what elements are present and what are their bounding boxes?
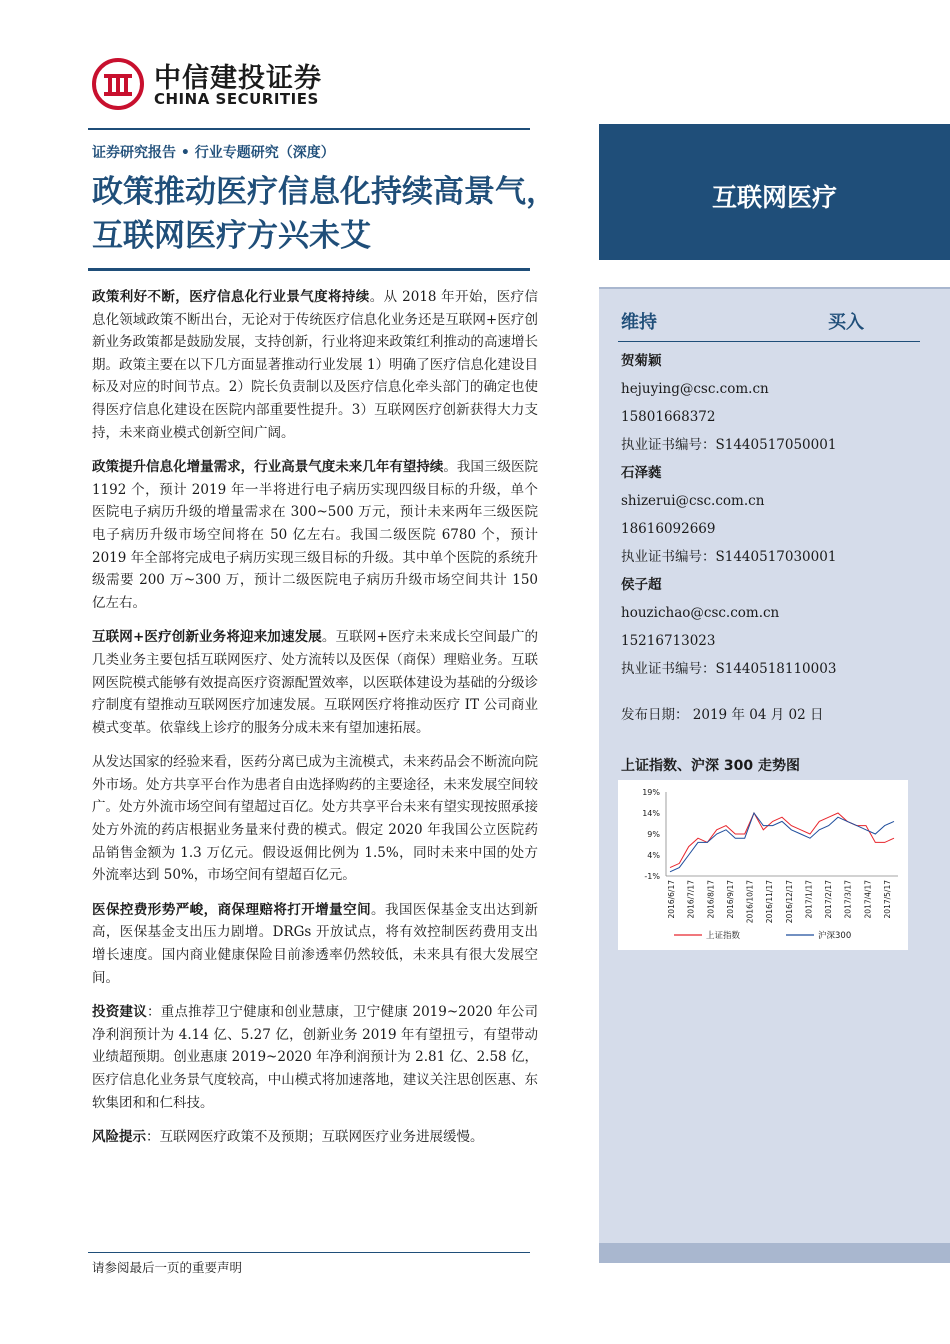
brand-name-cn: 中信建投证券 [154, 63, 322, 94]
paragraph-lead: 风险提示 [92, 1129, 146, 1146]
rating-divider [618, 341, 920, 342]
title-divider [88, 268, 530, 271]
paragraph-lead: 政策提升信息化增量需求，行业高景气度未来几年有望持续 [92, 459, 444, 476]
paragraph [92, 1001, 538, 1114]
chart-legend-label: 沪深300 [818, 931, 852, 941]
sector-banner [599, 124, 950, 260]
chart-x-tick-label: 2016/10/17 [745, 880, 755, 924]
paragraph-lead: 互联网+医疗创新业务将迎来加速发展 [92, 629, 322, 646]
index-chart [618, 780, 908, 950]
paragraph-lead: 政策利好不断，医疗信息化行业景气度将持续 [92, 289, 370, 305]
analyst-email[interactable]: houzichao@csc.com.cn [621, 605, 780, 621]
analyst-name: 贺菊颖 [621, 353, 662, 369]
chart-x-tick-label: 2016/6/17 [667, 880, 676, 919]
analyst-list [621, 350, 921, 686]
paragraph [92, 286, 538, 444]
analyst-card [621, 350, 921, 462]
analyst-cert: 执业证书编号：S1440517030001 [621, 549, 837, 565]
paragraph-text: ：互联网医疗政策不及预期；互联网医疗业务进展缓慢。 [146, 1129, 484, 1146]
paragraph-text: 。我国三级医院 1192 个，预计 2019 年一半将进行电子病历实现四级目标的升级，单个医院电子病历升级的增量需求在 300~500 万元，预计未来两年三级医院电子病历升级市场空间将在 50 亿左右。我国二级医院 6780 个，预计 2019 年全部将完成电子病历实现三级目标的升级。其中单个医院的系统升级需要 200 万~300 万，预计二级医院电子病历升级市场空间共计 150 亿左右。 [92, 459, 538, 611]
paragraph-text: 。从 2018 年开始，医疗信息化领域政策不断出台，无论对于传统医疗信息化业务还是互联网+医疗创新业务政策都是鼓励发展，支持创新，行业将迎来政策红利推动的高速增长期。政策主要在以下几方面显著推动行业发展 1）明确了医疗信息化建设目标及对应的时间节点。2）院长负责制以及医疗信息化牵头部门的确定也使得医疗信息化建设在医院内部重要性提升。3）互联网医疗创新获得大力支持，未来商业模式创新空间广阔。 [92, 289, 538, 441]
analyst-name: 侯子超 [621, 577, 662, 593]
analyst-phone: 15216713023 [621, 633, 716, 649]
footer-divider [88, 1252, 530, 1253]
rating-action: 维持 [621, 312, 657, 333]
index-chart-svg [618, 780, 908, 950]
report-type: 证券研究报告 • 行业专题研究（深度） [92, 145, 335, 161]
chart-title: 上证指数、沪深 300 走势图 [621, 758, 800, 774]
chart-x-tick-label: 2016/8/17 [706, 880, 716, 919]
paragraph [92, 456, 538, 614]
rating-value: 买入 [828, 312, 864, 333]
chart-x-tick-label: 2017/5/17 [883, 880, 892, 919]
paragraph-text: 从发达国家的经验来看，医药分离已成为主流模式，未来药品会不断流向院外市场。处方共享平台作为患者自由选择购药的主要途径，未来发展空间较广。处方外流市场空间有望超过百亿。处方共享平台未来有望实现按照承接处方外流的药店根据业务量来付费的模式。假定 2020 年我国公立医院药品销售金额为 1.3 万亿元。假设返佣比例为 1.5%，同时未来中国的处方外流率达到 50%，市场空间有望超百亿元。 [92, 754, 538, 884]
chart-x-tick-label: 2016/12/17 [784, 880, 794, 924]
analyst-card [621, 462, 921, 574]
chart-x-tick-label: 2017/4/17 [863, 880, 873, 919]
analyst-phone: 15801668372 [621, 409, 716, 425]
paragraph-text: 。我国医保基金支出达到新高，医保基金支出压力剧增。DRGs 开放试点，将有效控制医药费用支出增长速度。国内商业健康保险目前渗透率仍然较低，未来具有很大发展空间。 [92, 901, 539, 986]
chart-y-tick-label: 14% [642, 809, 660, 818]
header-divider [88, 128, 530, 130]
paragraph-text: 。互联网+医疗未来成长空间最广的几类业务主要包括互联网医疗、处方流转以及医保（商保）理赔业务。互联网医院模式能够有效提高医疗资源配置效率，以医联体建设为基础的分级诊疗制度有望推动互联网医疗加速发展。互联网医疗将推动医疗 IT 公司商业模式变革。依靠线上诊疗的服务分成未来有望加速拓展。 [92, 629, 539, 736]
report-title: 政策推动医疗信息化持续高景气，互联网医疗方兴未艾 [92, 174, 557, 254]
chart-x-tick-label: 2017/3/17 [843, 880, 853, 919]
publish-date: 发布日期： 2019 年 04 月 02 日 [621, 707, 824, 723]
chart-y-tick-label: 19% [642, 788, 660, 797]
chart-x-tick-label: 2016/9/17 [725, 880, 735, 919]
paragraph [92, 626, 538, 739]
analyst-cert: 执业证书编号：S1440518110003 [621, 661, 837, 677]
paragraph-text: ：重点推荐卫宁健康和创业慧康，卫宁健康 2019~2020 年公司净利润预计为 4.14 亿、5.27 亿，创新业务 2019 年有望扭亏，有望带动业绩超预期。创业惠康 2019~2020 年净利润预计为 2.81 亿、2.58 亿，医疗信息化业务景气度较高，中山模式将加速落地，建议关注思创医惠、东软集团和和仁科技。 [92, 1004, 539, 1111]
analyst-name: 石泽蕤 [621, 465, 662, 481]
analyst-phone: 18616092669 [621, 521, 716, 537]
chart-legend-label: 上证指数 [706, 931, 741, 941]
paragraph [92, 751, 538, 887]
paragraph [92, 1126, 538, 1149]
analyst-email[interactable]: hejuying@csc.com.cn [621, 381, 769, 397]
chart-y-tick-label: -1% [644, 872, 660, 881]
logo-mark-icon [92, 58, 144, 110]
chart-y-tick-label: 9% [647, 830, 660, 839]
brand-logo [92, 52, 342, 112]
paragraph-lead: 投资建议 [92, 1004, 147, 1021]
paragraph-lead: 医保控费形势严峻，商保理赔将打开增量空间 [92, 901, 372, 918]
chart-x-tick-label: 2016/7/17 [686, 880, 696, 919]
analyst-cert: 执业证书编号：S1440517050001 [621, 437, 837, 453]
sector-label: 互联网医疗 [711, 183, 837, 212]
report-body [92, 286, 538, 1161]
footer-note: 请参阅最后一页的重要声明 [92, 1260, 243, 1275]
chart-x-tick-label: 2017/2/17 [824, 880, 834, 919]
side-panel-top-rule [599, 287, 950, 289]
paragraph [92, 899, 538, 989]
chart-x-tick-label: 2016/11/17 [765, 880, 775, 924]
chart-series-line [670, 813, 894, 872]
chart-x-tick-label: 2017/1/17 [804, 880, 814, 919]
brand-name-en: CHINA SECURITIES [154, 90, 319, 108]
chart-y-tick-label: 4% [647, 851, 660, 860]
analyst-card [621, 574, 921, 686]
analyst-email[interactable]: shizerui@csc.com.cn [621, 493, 765, 509]
side-panel-bottom-band [599, 1243, 950, 1263]
